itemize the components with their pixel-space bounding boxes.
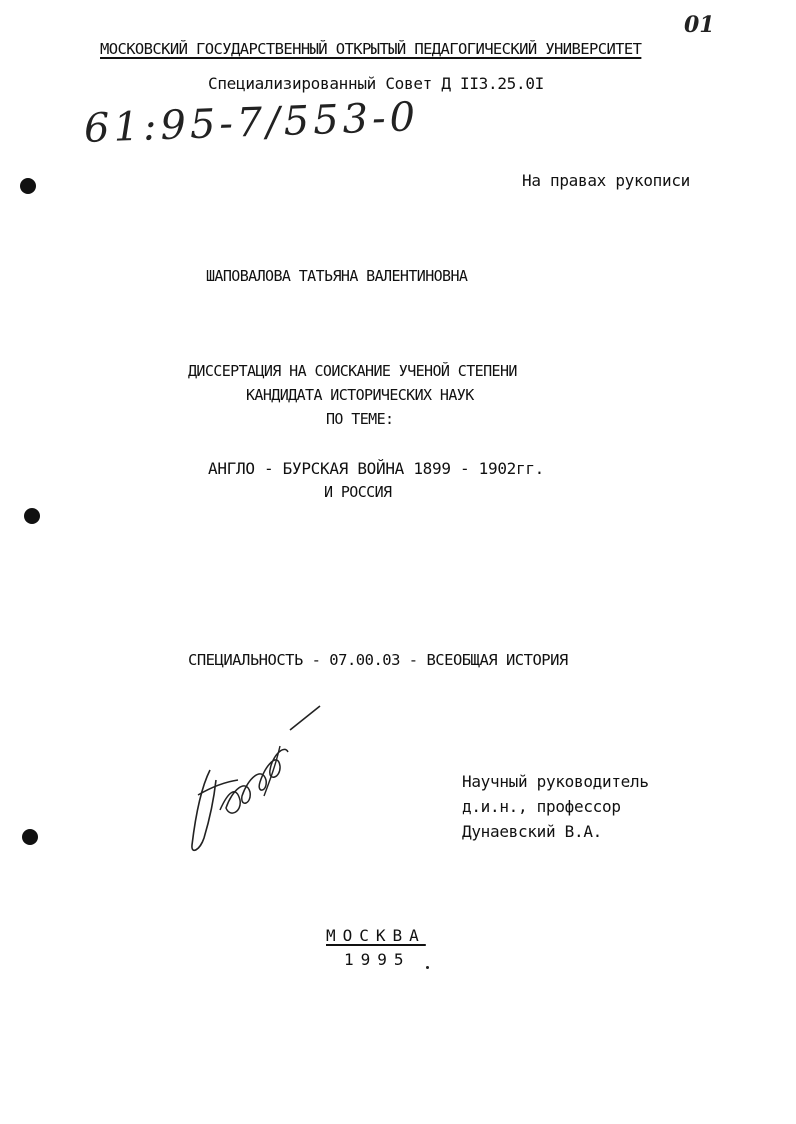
topic-line-2: И РОССИЯ [324, 483, 392, 501]
rights-note: На правах рукописи [522, 171, 690, 190]
council-line: Специализированный Совет Д II3.25.0I [208, 74, 544, 93]
catalog-number: 61:95-7/553-0 [83, 94, 420, 152]
corner-number: 01 [684, 12, 715, 38]
year: 1995 [344, 950, 411, 969]
punch-hole-bottom [22, 829, 38, 845]
year-dot [426, 966, 429, 969]
supervisor-line-3: Дунаевский В.А. [462, 822, 602, 841]
city: МОСКВА [326, 926, 426, 945]
university-name: МОСКОВСКИЙ ГОСУДАРСТВЕННЫЙ ОТКРЫТЫЙ ПЕДАГОГИЧЕСКИЙ УНИВЕРСИТЕТ [100, 40, 642, 58]
dissertation-line-2: КАНДИДАТА ИСТОРИЧЕСКИХ НАУК [246, 386, 474, 404]
punch-hole-middle [24, 508, 40, 524]
dissertation-line-1: ДИССЕРТАЦИЯ НА СОИСКАНИЕ УЧЕНОЙ СТЕПЕНИ [188, 362, 517, 380]
punch-hole-top [20, 178, 36, 194]
topic-line-1: АНГЛО - БУРСКАЯ ВОЙНА 1899 - 1902гг. [208, 459, 544, 478]
supervisor-line-2: д.и.н., профессор [462, 797, 621, 816]
supervisor-line-1: Научный руководитель [462, 772, 649, 791]
specialty-line: СПЕЦИАЛЬНОСТЬ - 07.00.03 - ВСЕОБЩАЯ ИСТОРИЯ [188, 651, 568, 669]
handwritten-signature [180, 700, 330, 860]
dissertation-line-3: ПО ТЕМЕ: [326, 410, 394, 428]
author-name: ШАПОВАЛОВА ТАТЬЯНА ВАЛЕНТИНОВНА [206, 267, 468, 285]
